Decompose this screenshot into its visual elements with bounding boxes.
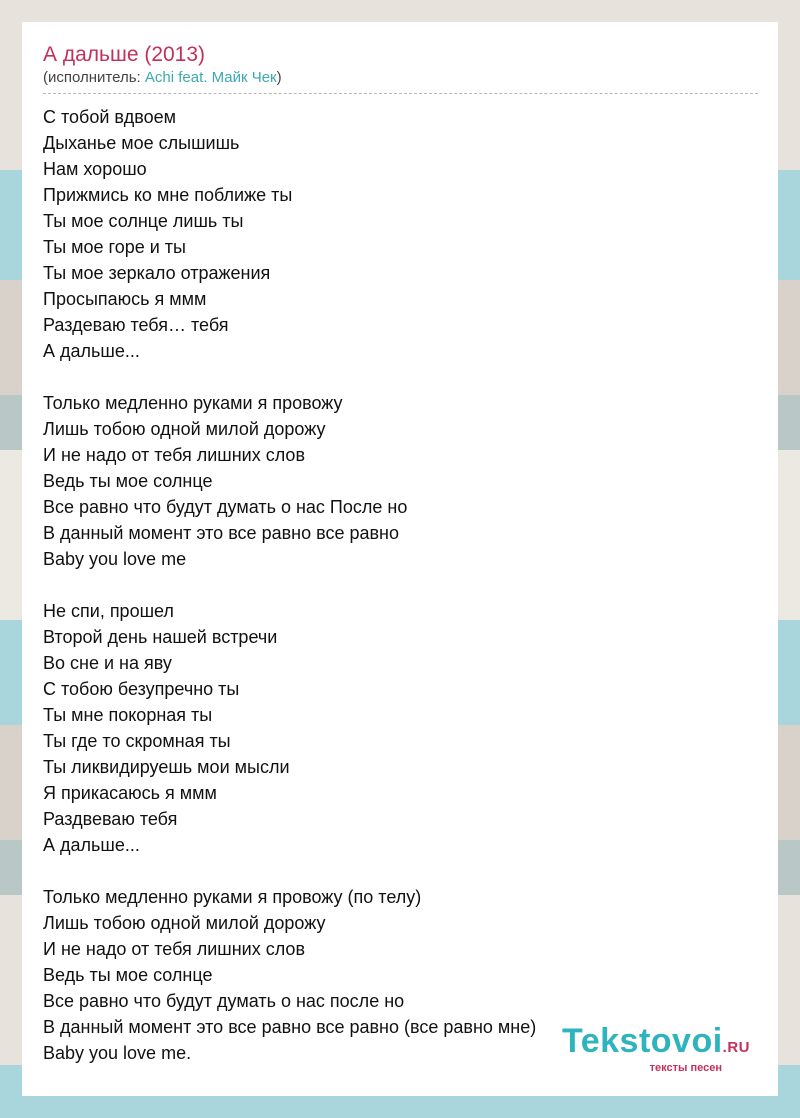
lyric-line: Все равно что будут думать о нас После но (43, 497, 408, 517)
artist-prefix: (исполнитель: (43, 69, 145, 86)
site-logo[interactable] (562, 1023, 750, 1074)
lyric-line: В данный момент это все равно все равно (43, 523, 400, 543)
lyric-line: Второй день нашей встречи (43, 627, 278, 647)
lyrics-sheet (22, 22, 778, 1096)
lyric-line: Ты мое зеркало отражения (43, 263, 271, 283)
lyric-line: В данный момент это все равно все равно (все равно мне) (43, 1017, 537, 1037)
lyric-line: Не спи, прошел (43, 601, 174, 621)
lyric-line: С тобой вдвоем (43, 107, 177, 127)
lyric-line: Дыханье мое слышишь (43, 133, 240, 153)
logo-wordmark (562, 1023, 750, 1066)
lyric-line: Ты где то скромная ты (43, 731, 231, 751)
lyric-line: С тобою безупречно ты (43, 679, 240, 699)
lyric-line: А дальше... (43, 341, 140, 361)
verse-1 (43, 104, 758, 364)
lyric-line: Ведь ты мое солнце (43, 471, 213, 491)
lyric-line: Лишь тобою одной милой дорожу (43, 913, 326, 933)
lyric-line: Baby you love me. (43, 1043, 192, 1063)
lyric-line: И не надо от тебя лишних слов (43, 939, 306, 959)
logo-tld: .RU (722, 1039, 750, 1056)
logo-name: Tekstovoi (561, 1022, 723, 1060)
lyric-line: Я прикасаюсь я ммм (43, 783, 217, 803)
lyric-line: Ведь ты мое солнце (43, 965, 213, 985)
lyric-line: Нам хорошо (43, 159, 147, 179)
lyric-line: Ты мое солнце лишь ты (43, 211, 244, 231)
lyric-line: Все равно что будут думать о нас после но (43, 991, 405, 1011)
artist-suffix: ) (276, 69, 282, 86)
lyric-line: А дальше... (43, 835, 140, 855)
lyric-line: Ты ликвидируешь мои мысли (43, 757, 290, 777)
chorus-1 (43, 390, 758, 572)
lyric-line: Ты мое горе и ты (43, 237, 186, 257)
song-title: А дальше (2013) (43, 43, 206, 66)
logo-tagline: тексты песен (649, 1062, 722, 1074)
lyric-line: Ты мне покорная ты (43, 705, 213, 725)
lyric-line: Во сне и на яву (43, 653, 172, 673)
lyric-line: Лишь тобою одной милой дорожу (43, 419, 326, 439)
lyric-line: И не надо от тебя лишних слов (43, 445, 306, 465)
artist-line (43, 68, 758, 94)
verse-2 (43, 598, 758, 858)
lyric-line: Только медленно руками я провожу (по телу) (43, 887, 422, 907)
lyrics-body (43, 104, 758, 1066)
lyric-line: Baby you love me (43, 549, 187, 569)
lyric-line: Просыпаюсь я ммм (43, 289, 207, 309)
artist-link[interactable]: Achi feat. Майк Чек (144, 69, 277, 86)
lyric-line: Раздеваю тебя… тебя (43, 315, 229, 335)
lyric-line: Раздвеваю тебя (43, 809, 178, 829)
lyric-line: Только медленно руками я провожу (43, 393, 343, 413)
lyric-line: Прижмись ко мне поближе ты (43, 185, 293, 205)
